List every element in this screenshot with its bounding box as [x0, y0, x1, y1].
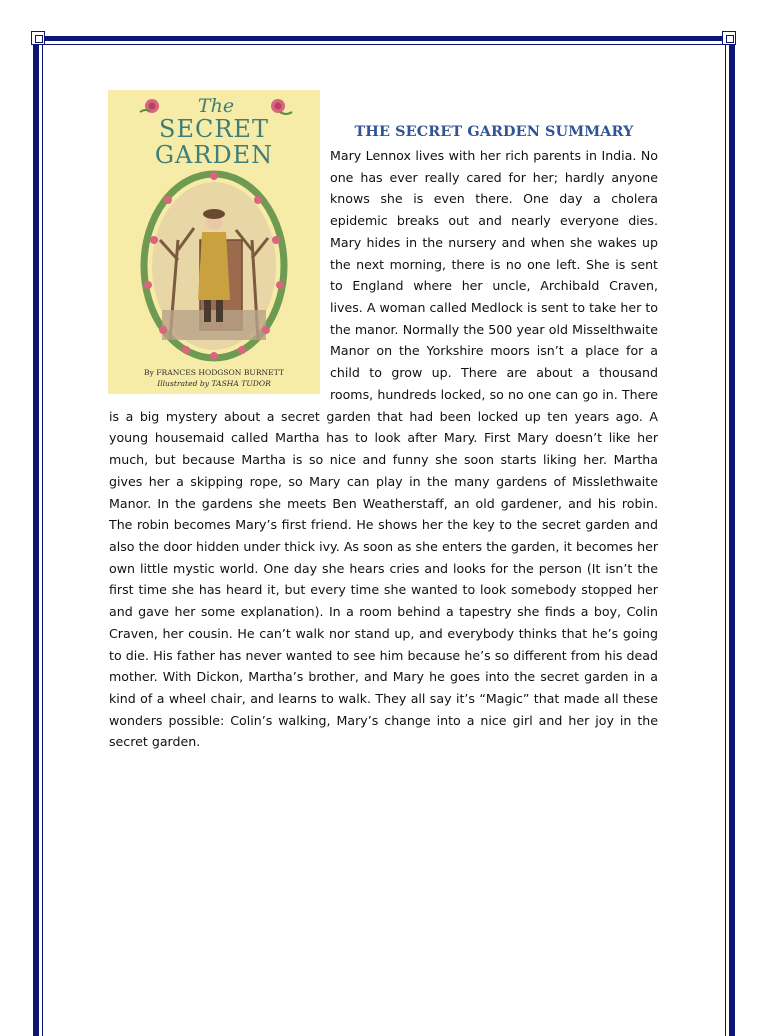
rose-icon: [271, 99, 292, 114]
image-wrap-space: [109, 145, 330, 403]
cover-title-secret: SECRET: [159, 115, 269, 143]
cover-title-garden: GARDEN: [154, 141, 274, 169]
summary-paragraph: Mary Lennox lives with her rich parents in India. No one has ever really cared for her; hardly anyone knows she is even there. One day a cholera epidemic breaks out and nearly everyone dies. Mary hides in the nursery and when she wakes up the next morning, there is no one left. She is sent to England where her uncle, Archibald Craven, lives. A woman called Medlock is sent to take her to the manor. Normally the 500 year old Misselthwaite Manor on the Yorkshire moors isn’t a place for a child to grow up. There are about a thousand rooms, hundreds locked, so no one can go in. There is a big mystery about a secret garden that had been locked up ten years ago. A young housemaid called Martha has to look after Mary. First Mary doesn’t like her much, but because Martha is so nice and funny she soon starts liking her. Martha gives her a skipping rope, so Mary can play in the many gardens of Misslethwaite Manor. In the gardens she meets Ben Weatherstaff, an old gardener, and his robin. The robin becomes Mary’s first friend. He shows her the key to the secret garden and also the door hidden under thick ivy. As soon as she enters the garden, it becomes her own little mystic world. One day she hears cries and looks for the person (It isn’t the first time she has heard it, but every time she wanted to look somebody stopped her and gave her some explanation). In a room behind a tapestry she finds a boy, Colin Craven, her cousin. He can’t walk nor stand up, and everybody thinks that he’s going to die. His father has never wanted to see him because he’s so different from his dead mother. With Dickon, Martha’s brother, and Mary he goes into the secret garden in a kind of a wheel chair, and learns to walk. They all say it’s “Magic” that made all these wonders possible: Colin’s walking, Mary’s change into a nice girl and her joy in the secret garden.: [109, 148, 658, 750]
document-title: THE SECRET GARDEN SUMMARY: [354, 123, 634, 140]
cover-illustrator: Illustrated by TASHA TUDOR: [157, 379, 271, 388]
border-corner-ornament: [722, 31, 736, 45]
cover-title-the: The: [197, 95, 235, 117]
summary-body: [109, 145, 658, 753]
cover-author: By FRANCES HODGSON BURNETT: [143, 368, 285, 377]
border-corner-ornament: [31, 31, 45, 45]
rose-icon: [140, 99, 159, 113]
